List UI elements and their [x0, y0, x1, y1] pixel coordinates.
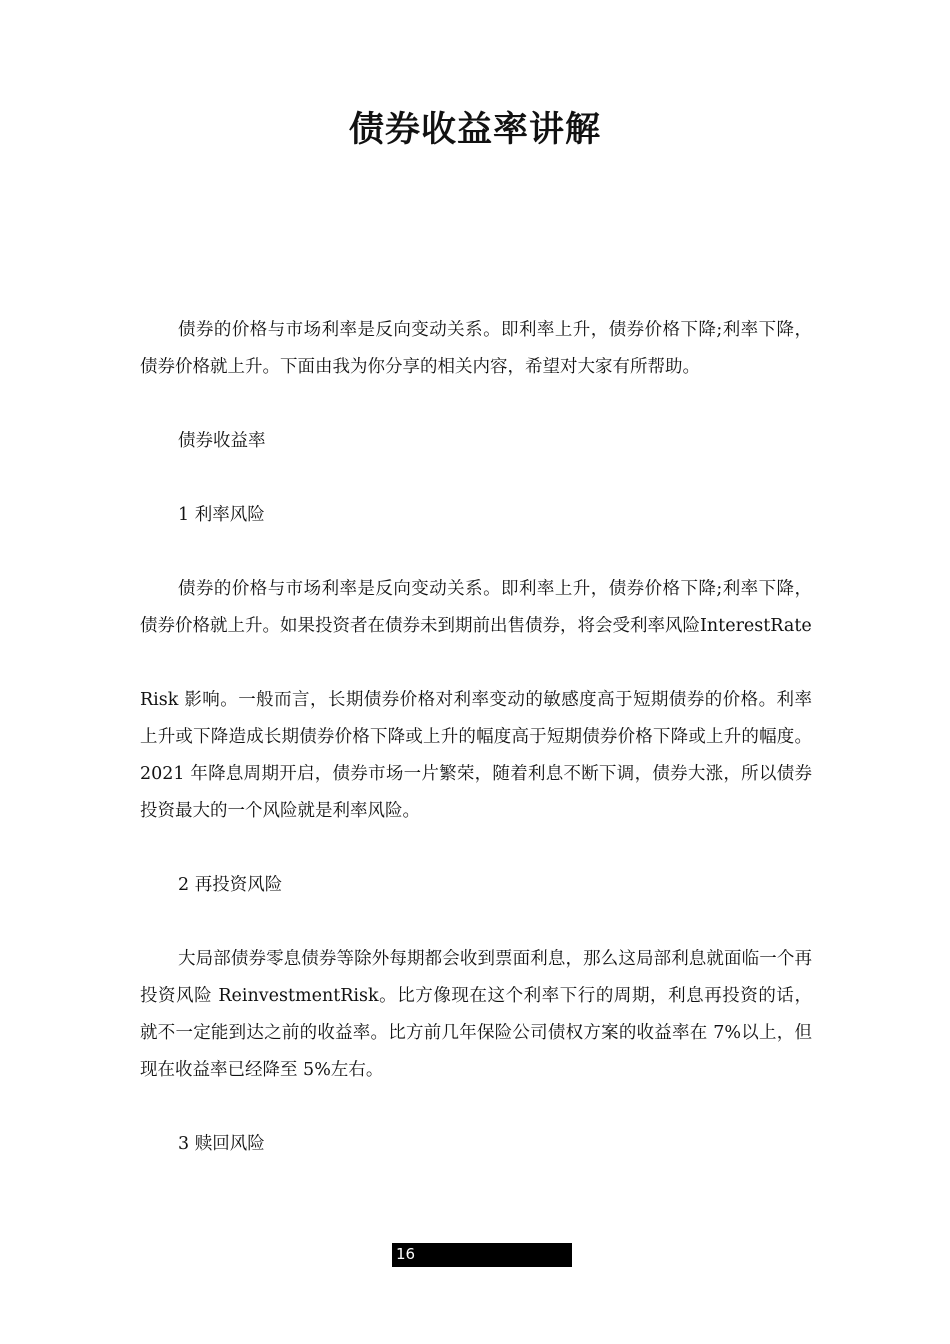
section-heading-bond-yield: 债券收益率 [178, 431, 266, 451]
section-heading-interest-rate-risk: 1 利率风险 [178, 505, 265, 525]
page-number-box [392, 1243, 572, 1267]
interest-rate-risk-paragraph-b: Risk 影响。一般而言，长期债券价格对利率变动的敏感度高于短期债券的价格。利率上升或下降造成长期债券价格下降或上升的幅度高于短期债券价格下降或上升的幅度。2021 年降息周期开启，债券市场一片繁荣，随着利息不断下调，债券大涨，所以债券投资最大的一个风险就是利率风险。 [140, 690, 812, 821]
document-title: 债券收益率讲解 [348, 110, 601, 150]
section-heading-redemption-risk: 3 赎回风险 [178, 1134, 265, 1154]
page-number: 16 [396, 1245, 416, 1263]
intro-paragraph: 债券的价格与市场利率是反向变动关系。即利率上升，债券价格下降;利率下降，债券价格就上升。下面由我为你分享的相关内容，希望对大家有所帮助。 [140, 320, 812, 377]
interest-rate-risk-paragraph-a: 债券的价格与市场利率是反向变动关系。即利率上升，债券价格下降;利率下降，债券价格就上升。如果投资者在债券未到期前出售债券，将会受利率风险InterestRate [140, 579, 812, 636]
reinvestment-risk-paragraph: 大局部债券零息债券等除外每期都会收到票面利息，那么这局部利息就面临一个再投资风险 ReinvestmentRisk。比方像现在这个利率下行的周期，利息再投资的话，就不一定能到达之前的收益率。比方前几年保险公司债权方案的收益率在 7%以上，但现在收益率已经降至 5%左右。 [140, 949, 812, 1080]
section-heading-reinvestment-risk: 2 再投资风险 [178, 875, 283, 895]
